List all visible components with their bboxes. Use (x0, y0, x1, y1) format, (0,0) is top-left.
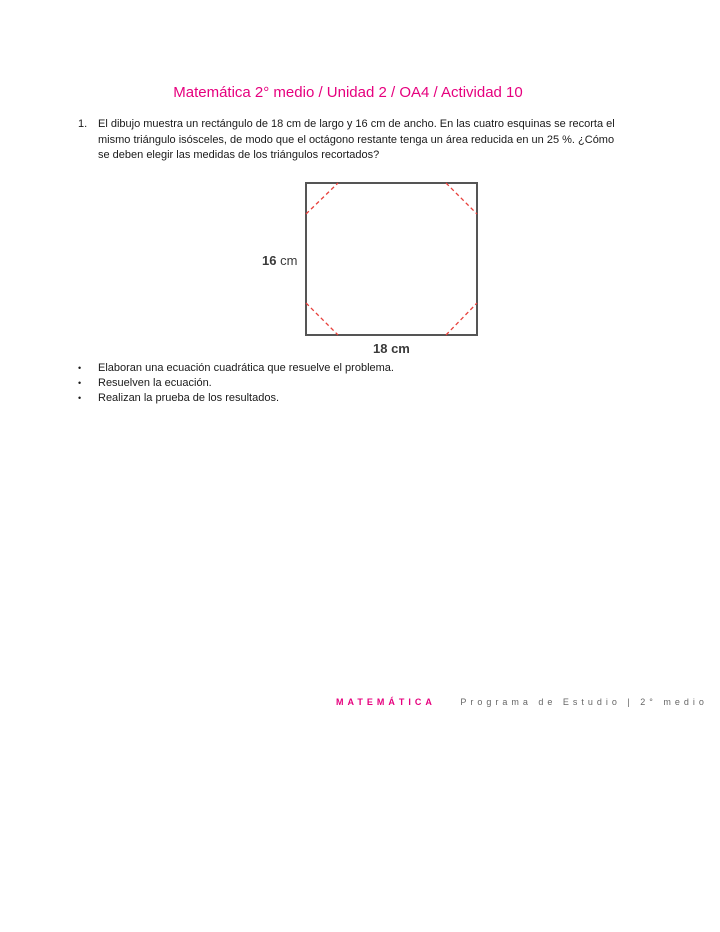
cut-line-top-left (306, 183, 338, 214)
list-item (78, 391, 394, 406)
problem-number: 1. (78, 118, 88, 130)
cut-line-bottom-left (306, 303, 338, 335)
task-list (78, 361, 394, 406)
cut-line-top-right (446, 183, 477, 214)
bullet-icon: • (78, 378, 82, 388)
footer-program: Programa de Estudio | 2° medio (460, 697, 708, 707)
page-title: Matemática 2° medio / Unidad 2 / OA4 / Actividad 10 (173, 84, 523, 101)
bullet-icon: • (78, 363, 82, 373)
list-item (78, 376, 394, 391)
list-item (78, 361, 394, 376)
list-item-text: Realizan la prueba de los resultados. (98, 392, 280, 404)
side-length-value: 16 (262, 253, 277, 268)
page-footer (336, 697, 708, 707)
side-length-unit: cm (280, 253, 298, 268)
list-item-text: Elaboran una ecuación cuadrática que resuelve el problema. (98, 362, 394, 374)
problem-text: El dibujo muestra un rectángulo de 18 cm de largo y 16 cm de ancho. En las cuatro esquinas se recorta el mismo triángulo isósceles, de modo que el octágono restante tenga un área reducida en un 25 %. ¿Cómo se deben elegir las medidas de los triángulos recortados? (98, 118, 615, 161)
bullet-icon: • (78, 393, 82, 403)
list-item-text: Resuelven la ecuación. (98, 377, 212, 389)
footer-brand: MATEMÁTICA (336, 697, 436, 707)
side-length-label (262, 253, 297, 268)
bottom-length-label: 18 cm (373, 341, 410, 356)
problem-statement (78, 117, 618, 164)
cut-line-bottom-right (446, 303, 477, 335)
rectangle-figure (250, 172, 490, 362)
rectangle-outline (306, 183, 477, 335)
